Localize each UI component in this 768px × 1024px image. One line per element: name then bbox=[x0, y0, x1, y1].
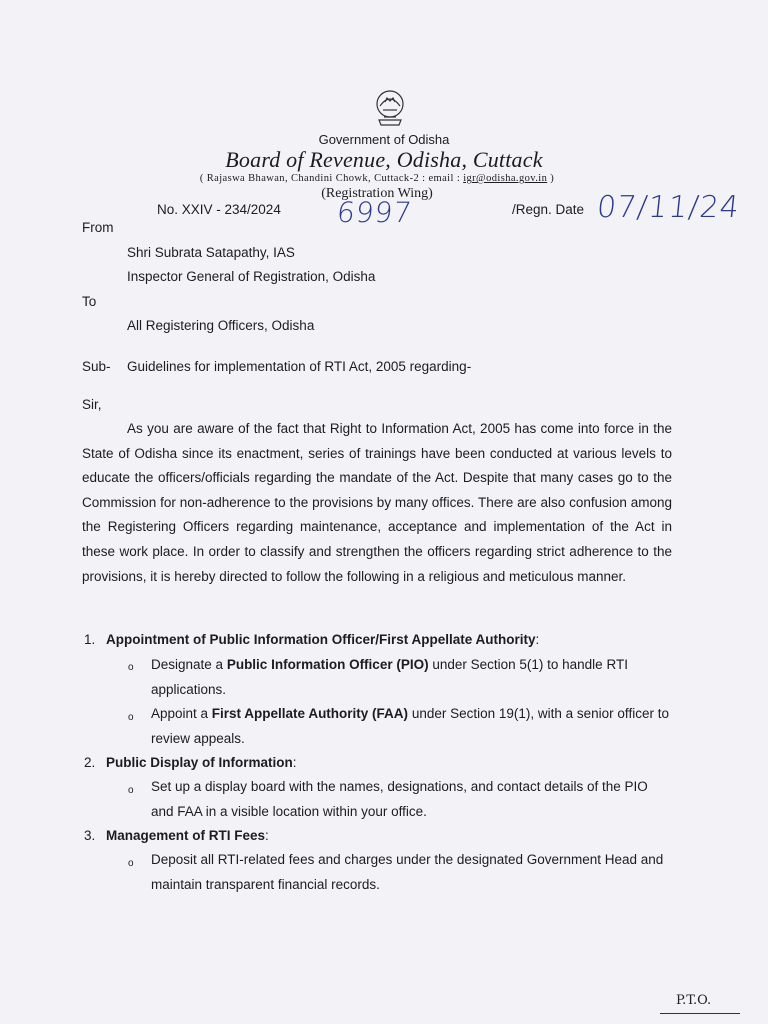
address-prefix: ( Rajaswa Bhawan, Chandini Chowk, Cuttack-2 : email : bbox=[199, 173, 464, 184]
sender-designation: Inspector General of Registration, Odisha bbox=[127, 269, 376, 284]
government-heading: Government of Odisha bbox=[318, 132, 450, 147]
wing-heading: (Registration Wing) bbox=[321, 186, 433, 201]
sender-name: Shri Subrata Satapathy, IAS bbox=[127, 245, 295, 260]
item-1-bullet-2 bbox=[151, 702, 671, 751]
item-1-number: 1. bbox=[84, 632, 96, 647]
letter-number: No. XXIV - 234/2024 bbox=[157, 202, 281, 217]
item-1-heading bbox=[84, 632, 539, 647]
item-1-title: Appointment of Public Information Officer/First Appellate Authority bbox=[106, 632, 536, 647]
item-1-bullet-1 bbox=[151, 653, 671, 702]
bullet-bold-text: Public Information Officer (PIO) bbox=[226, 657, 429, 672]
recipient-name: All Registering Officers, Odisha bbox=[127, 318, 315, 333]
bullet-bold-text: First Appellate Authority (FAA) bbox=[211, 706, 409, 721]
item-3-heading bbox=[84, 828, 269, 843]
body-paragraph: As you are aware of the fact that Right to Information Act, 2005 has come into force in the State of Odisha since its enactment, series of trainings have been conducted at various levels to educate the officers/officials regarding the mandate of the Act. Despite that many cases go to the Commission for non-adherence to the provisions by many offices. There are also confusion among the Registering Officers regarding maintenance, acceptance and implementation of the Act in these work place. In order to classify and strengthen the officers regarding strict adherence to the provisions, it is hereby directed to follow the following in a religious and meticulous manner. bbox=[82, 421, 672, 584]
address-suffix: ) bbox=[547, 173, 555, 184]
email-link[interactable]: igr@odisha.gov.in bbox=[463, 173, 548, 184]
item-2-heading bbox=[84, 755, 297, 770]
bullet-text: under Section 5(1) to handle RTI applications. bbox=[151, 657, 628, 697]
item-3-title: Management of RTI Fees bbox=[106, 828, 266, 843]
pto-underline bbox=[660, 1013, 740, 1014]
item-2-colon: : bbox=[292, 755, 297, 770]
bullet-marker: o bbox=[128, 712, 134, 723]
item-2-bullet-1: Set up a display board with the names, designations, and contact details of the PIO and FAA in a visible location within your office. bbox=[151, 779, 648, 819]
item-3-number: 3. bbox=[84, 828, 96, 843]
state-emblem-icon bbox=[371, 88, 409, 130]
item-3-bullet-1: Deposit all RTI-related fees and charges under the designated Government Head and maintain transparent financial records. bbox=[151, 852, 664, 892]
to-label: To bbox=[82, 294, 97, 309]
subject-text: Guidelines for implementation of RTI Act, 2005 regarding- bbox=[127, 359, 472, 374]
pto-note: P.T.O. bbox=[676, 993, 712, 1008]
bullet-marker: o bbox=[128, 785, 134, 796]
board-heading: Board of Revenue, Odisha, Cuttack bbox=[225, 147, 543, 172]
handwritten-date: 07/11/24 bbox=[595, 190, 742, 225]
handwritten-number: 6997 bbox=[335, 196, 414, 229]
bullet-marker: o bbox=[128, 662, 134, 673]
bullet-text: Appoint a bbox=[151, 706, 212, 721]
subject-label: Sub- bbox=[82, 359, 111, 374]
salutation: Sir, bbox=[82, 397, 102, 412]
office-address bbox=[0, 173, 754, 184]
item-2-title: Public Display of Information bbox=[106, 755, 293, 770]
item-1-colon: : bbox=[535, 632, 540, 647]
bullet-marker: o bbox=[128, 858, 134, 869]
date-label: /Regn. Date bbox=[512, 202, 585, 217]
bullet-text: Designate a bbox=[151, 657, 227, 672]
from-label: From bbox=[82, 220, 114, 235]
item-2-number: 2. bbox=[84, 755, 96, 770]
bullet-text: under Section 19(1), with a senior officer to review appeals. bbox=[151, 706, 669, 746]
item-3-colon: : bbox=[265, 828, 269, 843]
